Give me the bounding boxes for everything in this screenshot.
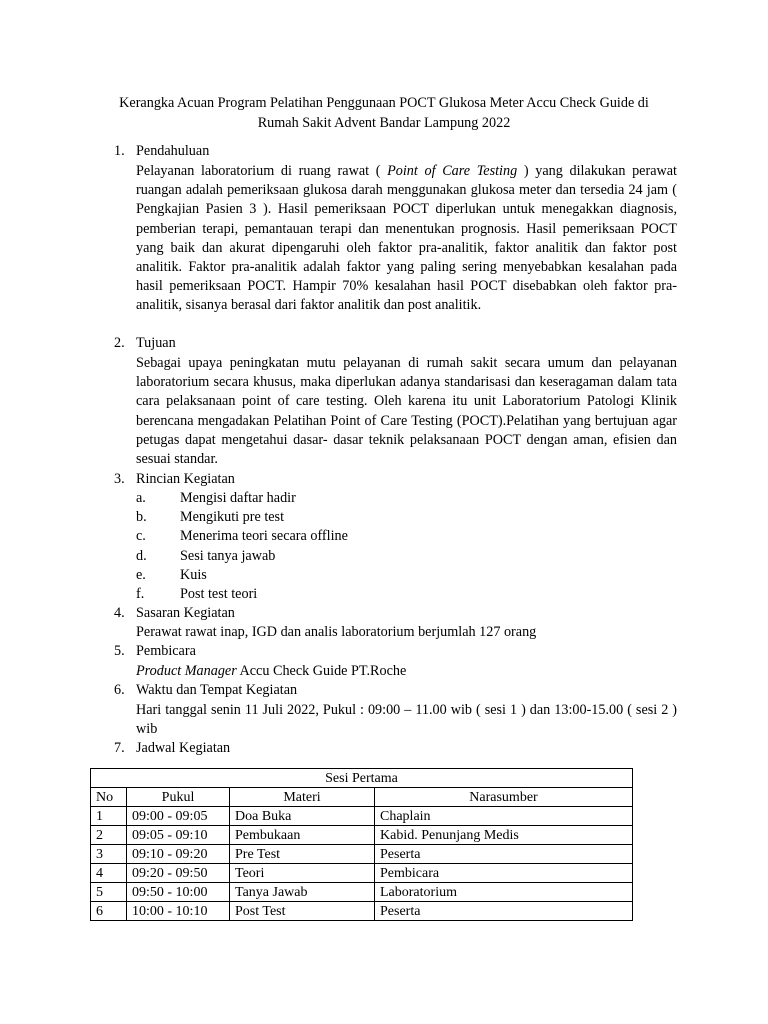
- table-caption: Sesi Pertama: [91, 769, 633, 788]
- cell-narasumber: Pembicara: [375, 864, 633, 883]
- cell-narasumber: Kabid. Penunjang Medis: [375, 826, 633, 845]
- cell-materi: Pre Test: [230, 845, 375, 864]
- table-row: [91, 845, 633, 864]
- section-number: 7.: [114, 740, 125, 756]
- column-header-narasumber: Narasumber: [375, 788, 633, 807]
- para-text: ) yang dilakukan perawat ruangan adalah pemeriksaan glukosa darah menggunakan glukosa meter dan tersedia 24 jam ( Pengkajian Pasien 3 ). Hasil pemeriksaan POCT diperlukan untuk menegakkan diagnosis, pemberian terapi, pemantauan terapi dan menentukan prognosis. Hasil pemeriksaan POCT yang baik dan akurat dipengaruhi oleh faktor pra-analitik, faktor analitik dan faktor post analitik. Faktor pra-analitik adalah faktor yang paling sering menyebabkan kesalahan pada hasil pemeriksaan POCT. Hampir 70% kesalahan hasil POCT disebabkan oleh faktor pra-analitik, sisanya berasal dari faktor analitik dan post analitik.: [136, 163, 677, 314]
- para-italic-term: Point of Care Testing: [387, 163, 518, 179]
- title-line-1: Kerangka Acuan Program Pelatihan Penggunaan POCT Glukosa Meter Accu Check Guide di: [119, 95, 649, 111]
- section-number: 3.: [114, 471, 125, 487]
- document-title: [90, 94, 678, 133]
- list-item: Kuis: [180, 567, 207, 583]
- list-item-letter: b.: [136, 509, 147, 525]
- table-row: [91, 902, 633, 921]
- cell-pukul: 10:00 - 10:10: [127, 902, 230, 921]
- schedule-table: [90, 768, 633, 921]
- cell-no: 1: [91, 807, 127, 826]
- section-title-tujuan: Tujuan: [136, 335, 176, 351]
- section-title-rincian: Rincian Kegiatan: [136, 471, 235, 487]
- cell-no: 6: [91, 902, 127, 921]
- section-number: 4.: [114, 605, 125, 621]
- list-item: Mengisi daftar hadir: [180, 490, 296, 506]
- section-text-sasaran: Perawat rawat inap, IGD dan analis laboratorium berjumlah 127 orang: [136, 624, 537, 640]
- cell-narasumber: Chaplain: [375, 807, 633, 826]
- cell-materi: Doa Buka: [230, 807, 375, 826]
- table-row: [91, 826, 633, 845]
- list-item: Menerima teori secara offline: [180, 528, 348, 544]
- speaker-role: Product Manager: [136, 663, 237, 679]
- list-item-letter: e.: [136, 567, 146, 583]
- section-title-jadwal: Jadwal Kegiatan: [136, 740, 231, 756]
- list-item: Mengikuti pre test: [180, 509, 285, 525]
- section-paragraph-pendahuluan: [136, 162, 677, 316]
- section-title-sasaran: Sasaran Kegiatan: [136, 605, 235, 621]
- cell-pukul: 09:05 - 09:10: [127, 826, 230, 845]
- section-number: 2.: [114, 335, 125, 351]
- cell-materi: Post Test: [230, 902, 375, 921]
- section-paragraph-tujuan: Sebagai upaya peningkatan mutu pelayanan di rumah sakit secara umum dan pelayanan laboratorium secara khusus, maka diperlukan adanya standarisasi dan keseragaman dalam tata cara pelaksanaan point of care testing. Oleh karena itu unit Laboratorium Patologi Klinik berencana mengadakan Pelatihan Point of Care Testing (POCT).Pelatihan yang bertujuan agar petugas dapat mengetahui dasar- dasar teknik pelaksanaan POCT dengan aman, efisien dan sesuai standar.: [136, 355, 677, 468]
- cell-no: 5: [91, 883, 127, 902]
- list-item: Sesi tanya jawab: [180, 548, 276, 564]
- section-number: 1.: [114, 143, 125, 159]
- section-text-pembicara: [136, 662, 406, 682]
- cell-pukul: 09:20 - 09:50: [127, 864, 230, 883]
- cell-pukul: 09:00 - 09:05: [127, 807, 230, 826]
- section-paragraph-waktu: Hari tanggal senin 11 Juli 2022, Pukul : 09:00 – 11.00 wib ( sesi 1 ) dan 13:00-15.00 ( sesi 2 ) wib: [136, 702, 677, 738]
- section-title-pendahuluan: Pendahuluan: [136, 143, 210, 159]
- cell-no: 2: [91, 826, 127, 845]
- table-row: [91, 807, 633, 826]
- cell-materi: Teori: [230, 864, 375, 883]
- title-line-2: Rumah Sakit Advent Bandar Lampung 2022: [257, 114, 511, 131]
- table-caption-row: [91, 769, 633, 788]
- cell-narasumber: Peserta: [375, 845, 633, 864]
- section-number: 5.: [114, 643, 125, 659]
- list-item-letter: c.: [136, 528, 146, 544]
- para-text: Pelayanan laboratorium di ruang rawat (: [136, 163, 388, 179]
- speaker-org: Accu Check Guide PT.Roche: [236, 663, 407, 679]
- cell-materi: Pembukaan: [230, 826, 375, 845]
- list-item-letter: d.: [136, 548, 147, 564]
- table-row: [91, 864, 633, 883]
- list-item-letter: a.: [136, 490, 146, 506]
- column-header-no: No: [91, 788, 127, 807]
- cell-pukul: 09:10 - 09:20: [127, 845, 230, 864]
- cell-narasumber: Laboratorium: [375, 883, 633, 902]
- cell-pukul: 09:50 - 10:00: [127, 883, 230, 902]
- column-header-pukul: Pukul: [127, 788, 230, 807]
- section-title-waktu: Waktu dan Tempat Kegiatan: [136, 682, 298, 698]
- cell-narasumber: Peserta: [375, 902, 633, 921]
- table-header-row: [91, 788, 633, 807]
- cell-no: 3: [91, 845, 127, 864]
- section-number: 6.: [114, 682, 125, 698]
- cell-no: 4: [91, 864, 127, 883]
- column-header-materi: Materi: [230, 788, 375, 807]
- list-item-letter: f.: [136, 586, 145, 602]
- cell-materi: Tanya Jawab: [230, 883, 375, 902]
- section-title-pembicara: Pembicara: [136, 643, 196, 659]
- table-row: [91, 883, 633, 902]
- list-item: Post test teori: [180, 586, 258, 602]
